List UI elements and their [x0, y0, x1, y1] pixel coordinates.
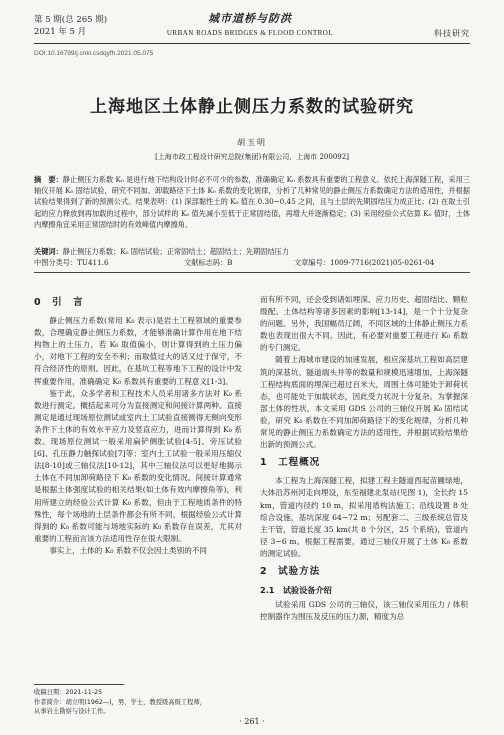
affiliation: [上海市政工程设计研究总院(集团)有限公司，上海市 200092] — [155, 153, 349, 161]
footnote-rule — [34, 684, 124, 685]
intro-paragraph-3-start: 事实上，土体的 K₀ 系数不仅会因土类别的不同 — [49, 545, 208, 555]
intro-paragraph-3-cont: 而有所不同，还会受到诸如埋深、应力历史、超固结比、颗粒级配、土体结构等诸多因素的影响[13-14]，是一个十分复杂的问题。另外，我国幅员辽阔，不同区域的土体静止侧压力系数也表现出很大不同。因此，有必要对重要工程进行 K₀ 系数的专门测定。 — [260, 295, 468, 353]
section-heading-engineering: 1 工程概况 — [260, 457, 321, 469]
journal-masthead — [150, 10, 350, 37]
issue-label: 第 5 期(总 265 期) — [34, 15, 108, 25]
classification-line — [34, 258, 470, 268]
keywords-text: 静止侧压力系数；K₀ 固结试验；正常固结土；超固结土；先期固结压力 — [62, 247, 289, 256]
page-number: · 261 · — [239, 717, 265, 726]
author-bio-cont: 从事岩土勘察与设计工作。 — [34, 708, 110, 715]
document-code: 文献标志码：B — [184, 258, 233, 267]
journal-name-en: URBAN ROADS BRIDGES & FLOOD CONTROL — [166, 29, 334, 37]
intro-paragraph-2: 鉴于此，众多学者和工程技术人员采用诸多方法对 K₀ 系数进行测定。概括起来可分为直接测定和间接计算两种。直接测定是通过现场原位测试或室内土工试验直接测得无侧向变形条件下土体的有效水平应力及竖直应力，进而计算得到 K₀ 系数。现场原位测试一般采用扁铲侧胀试验[4-5]、旁压试验[6]、孔压静力触探试验[7]等；室内土工试验一般采用压缩仪法[8-10]或三轴仪法[10-12]，其中三轴仪法可以更好地揭示土体在不同加卸荷路径下 K₀ 系数的变化情况。间接计算通常是根据土体强度试验的相关结果(如土体有效内摩擦角等)，利用所建立的经验公式计算 K₀ 系数，但由于工程地质条件的特殊性，每个场地的土层条件都会有所不同，根据经验公式计算得到的 K₀ 系数可能与场地实际的 K₀ 系数存在误差，尤其对重要的工程而言该方法适用性存在很大限制。 — [34, 388, 242, 543]
abstract-text: 静止侧压力系数 K₀ 是进行地下结构设计时必不可少的参数，准确确定 K₀ 系数具有重要的工程意义。依托上海深隧工程，采用三轴仪开展 K₀ 固结试验，研究不同加、卸载路径下土体 K₀ 系数的变化规律，分析了几种常见的静止侧压力系数确定方法的适用性，并根据试验结果得到了新的预测公式。结果表明：(1) 深部黏性土的 K₀ 值在 0.30~0.45 之间，且与土层的先期固结压力成正比；(2) 在取土引起的应力释放到再加载的过程中，部分试样的 K₀ 值先减小至低于正常固结值，再增大并逐渐稳定；(3) 采用经验公式估算 K₀ 值时，土体内摩擦角宜采用正常固结时的有效峰值内摩擦角。 — [34, 175, 470, 229]
section-label: 科技研究 — [434, 29, 470, 38]
body-column-left — [34, 294, 242, 557]
engineering-paragraph: 本工程为上海深隧工程，拟建工程主隧道西起苗圃绿地，大体沿苏州河走向埋设，东至福建北泵站(见图 1)，全长约 15 km，管道内径约 10 m，拟采用盾构法施工；沿线设置 8 处综合设施，基坑深度 64~72 m；另配套二、三级系统总管及主干管，管道长度 35 km(共 8 个分区，25 个系统)，管道内径 3~6 m。根据工程需要，通过三轴仪开展了土体 K₀ 系数的测定试验。 — [260, 476, 468, 558]
journal-name-cn: 城市道桥与防洪 — [208, 12, 292, 25]
body-column-right — [260, 294, 468, 623]
author-bio: 作者简介：胡立明(1962—)，男，学士，教授级高级工程师， — [34, 698, 207, 706]
abstract-divider — [34, 272, 470, 273]
header-rule — [34, 43, 470, 44]
abstract — [34, 174, 470, 230]
issue-info — [34, 14, 107, 38]
author: 胡玉明 — [237, 138, 267, 147]
equipment-paragraph: 试验采用 GDS 公司的三轴仪，该三轴仪采用压力 / 体积控制器作为围压及反压的压力源，精度为总 — [260, 600, 468, 622]
doi: DOI:10.16799/j.cnki.csdqyfh.2021.05.075 — [34, 50, 154, 57]
paper-title: 上海地区土体静止侧压力系数的试验研究 — [90, 97, 414, 117]
section-heading-method: 2 试验方法 — [260, 565, 321, 577]
clc-number: 中图分类号：TU411.6 — [34, 258, 109, 267]
keywords-label: 关键词： — [34, 247, 63, 256]
intro-paragraph-4: 随着上海城市建设的加速发展，相应深基坑工程如高层建筑的深基坑、隧道端头井等的数量和规模迅速增加，上海深隧工程结构底面的埋深已超过百米大，周围土体可能处于卸荷状态，也可能处于加载状态，因此受力状况十分复杂。为掌握深部土体的性状，本文采用 GDS 公司的三轴仪开展 K₀ 固结试验，研究 K₀ 系数在不同加卸荷路径下的变化规律，分析几种常见的静止侧压力系数确定方法的适用性，并根据试验结果给出新的预测公式。 — [260, 355, 468, 450]
keywords — [34, 246, 470, 257]
subsection-heading-equipment: 2.1 试验设备介绍 — [260, 585, 332, 596]
issue-date: 2021 年 5 月 — [34, 27, 87, 37]
received-date: 收稿日期：2021-11-25 — [34, 689, 103, 696]
footnotes — [34, 688, 244, 717]
section-heading-intro: 0 引 言 — [34, 297, 84, 308]
article-number: 文章编号：1009-7716(2021)05-0261-04 — [294, 258, 435, 267]
abstract-label: 摘 要： — [34, 175, 63, 184]
intro-paragraph-1: 静止侧压力系数(常用 K₀ 表示)是岩土工程领域的重要参数，合理确定静止侧压力系数，才能够准确计算作用在地下结构物上的土压力，若 K₀ 取值偏小，则计算得到的土压力偏小，对地下工程的安全不利；而取值过大的话又过于保守，不符合经济性的原则。因此，在基坑工程等地下工程的设计中发挥重要作用，准确确定 K₀ 系数具有重要的工程意义[1-3]。 — [34, 316, 242, 386]
